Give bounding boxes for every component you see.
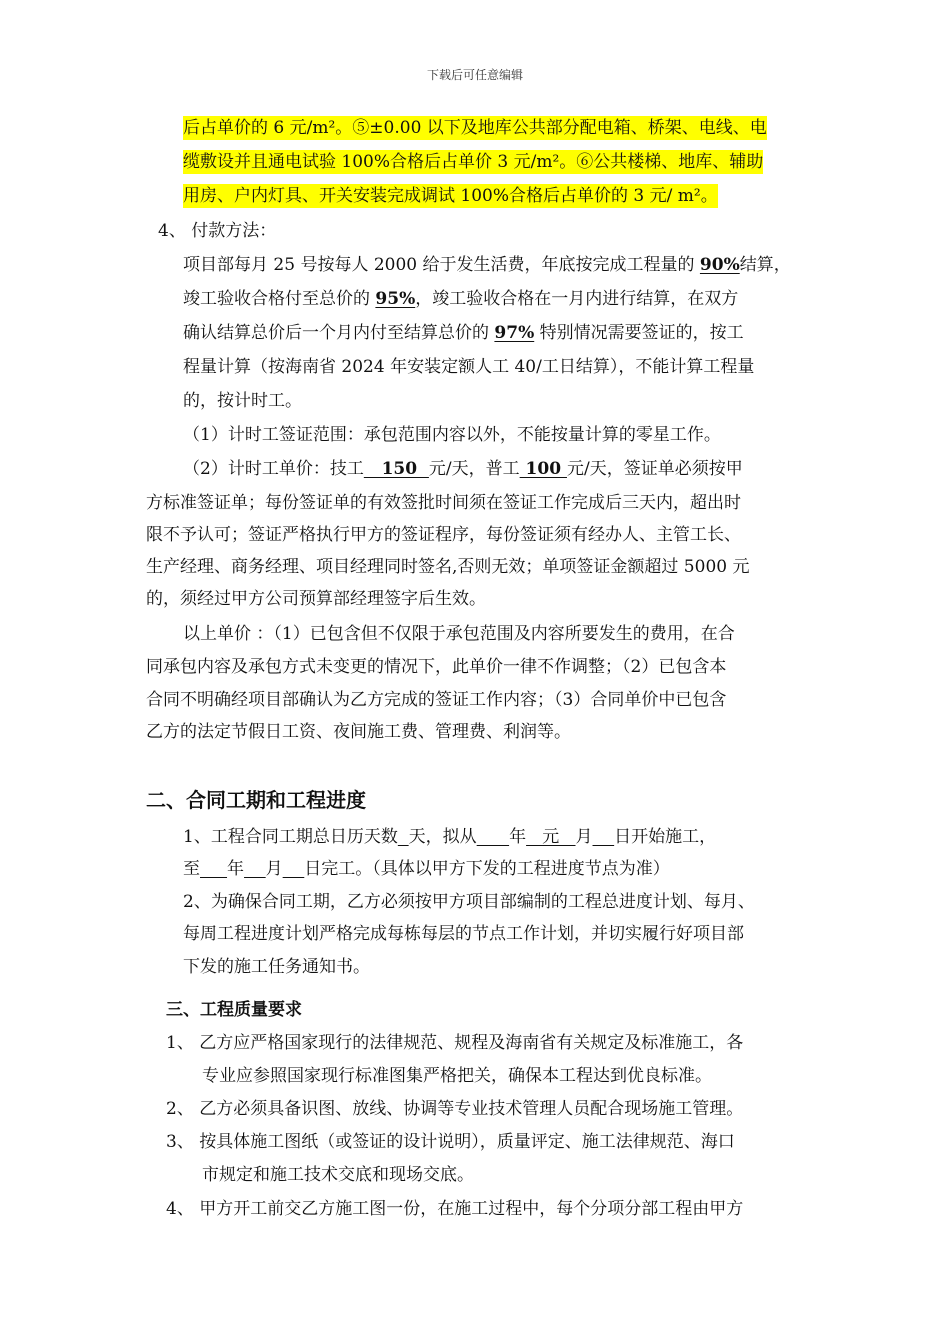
timework-price-line: 的，须经过甲方公司预算部经理签字后生效。	[146, 589, 486, 609]
text-run: 日开始施工，	[614, 827, 717, 847]
text-run: 元/天，签证单必须按甲	[566, 459, 743, 479]
quality-item-3: 3、 按具体施工图纸（或签证的设计说明），质量评定、施工法律规范、海口	[166, 1132, 735, 1152]
text-run: 天，拟从	[408, 827, 477, 847]
timework-price-line: 方标准签证单；每份签证单的有效签批时间须在签证工作完成后三天内，超出时	[146, 493, 741, 513]
schedule-item-2: 2、为确保合同工期，乙方必须按甲方项目部编制的工程总进度计划、每月、	[183, 892, 755, 912]
text-run: 结算，	[739, 255, 791, 275]
schedule-line	[183, 857, 670, 881]
text-run: 竣工验收合格付至总价的	[183, 289, 376, 309]
text-run: 年	[509, 827, 527, 847]
percent-97: 97%	[494, 323, 535, 343]
section-2-title: 二、合同工期和工程进度	[146, 788, 366, 812]
highlight-line-3: 用房、户内灯具、开关安装完成调试 100%合格后占单价的 3 元/ m²。	[183, 186, 718, 206]
percent-90: 90%	[699, 255, 740, 275]
text-run: 年	[227, 859, 245, 879]
text-run: （2）计时工单价：技工	[183, 459, 364, 479]
quality-item-1: 专业应参照国家现行标准图集严格把关，确保本工程达到优良标准。	[202, 1066, 712, 1086]
percent-95: 95%	[375, 289, 416, 309]
timework-price-line: 限不予认可；签证严格执行甲方的签证程序，每份签证须有经办人、主管工长、	[146, 525, 741, 545]
general-rate: 100	[519, 459, 567, 479]
payment-heading: 4、 付款方法：	[158, 221, 277, 241]
blank-year	[477, 827, 509, 847]
timework-price-line	[183, 457, 743, 481]
text-run: 项目部每月 25 号按每人 2000 给于发生活费，年底按完成工程量的	[183, 255, 700, 275]
blank-days	[398, 827, 409, 847]
payment-paragraph-line	[183, 287, 738, 311]
quality-item-2: 2、 乙方必须具备识图、放线、协调等专业技术管理人员配合现场施工管理。	[166, 1099, 744, 1119]
skilled-rate: 150	[363, 459, 429, 479]
page-header: 下载后可任意编辑	[426, 68, 523, 82]
timework-price-line: 生产经理、商务经理、项目经理同时签名,否则无效；单项签证金额超过 5000 元	[146, 557, 750, 577]
unit-price-line: 同承包内容及承包方式未变更的情况下，此单价一律不作调整；（2）已包含本	[146, 657, 727, 677]
blank-month: 元	[526, 827, 576, 847]
schedule-item-2: 每周工程进度计划严格完成每栋每层的节点工作计划，并切实履行好项目部	[183, 924, 744, 944]
payment-paragraph-line	[183, 321, 744, 345]
text-run: 月	[575, 827, 593, 847]
blank-day	[593, 827, 615, 847]
unit-price-line: 乙方的法定节假日工资、夜间施工费、管理费、利润等。	[146, 722, 571, 742]
payment-paragraph-line: 程量计算（按海南省 2024 年安装定额人工 40/工日结算），不能计算工程量	[183, 357, 755, 377]
text-run: 日完工。（具体以甲方下发的工程进度节点为准）	[304, 859, 670, 879]
blank-end-day	[283, 859, 305, 879]
text-run: ，竣工验收合格在一月内进行结算，在双方	[415, 289, 739, 309]
text-run: 确认结算总价后一个月内付至结算总价的	[183, 323, 495, 343]
section-3-title: 三、工程质量要求	[166, 1000, 302, 1020]
quality-item-4: 4、 甲方开工前交乙方施工图一份，在施工过程中，每个分项分部工程由甲方	[166, 1199, 744, 1219]
quality-item-1: 1、 乙方应严格国家现行的法律规范、规程及海南省有关规定及标准施工，各	[166, 1033, 744, 1053]
text-run: 至	[183, 859, 200, 879]
payment-paragraph-line: 的，按计时工。	[183, 391, 302, 411]
unit-price-line: 合同不明确经项目部确认为乙方完成的签证工作内容；（3）合同单价中已包含	[146, 690, 727, 710]
text-run: 月	[265, 859, 283, 879]
timework-scope: （1）计时工签证范围：承包范围内容以外，不能按量计算的零星工作。	[183, 425, 721, 445]
schedule-item-2: 下发的施工任务通知书。	[183, 957, 370, 977]
text-run: 特别情况需要签证的，按工	[534, 323, 744, 343]
highlight-line-2: 缆敷设并且通电试验 100%合格后占单价 3 元/m²。⑥公共楼梯、地库、辅助	[183, 152, 764, 172]
blank-end-year	[200, 859, 227, 879]
quality-item-3: 市规定和施工技术交底和现场交底。	[202, 1165, 474, 1185]
schedule-line	[183, 825, 716, 849]
payment-paragraph-line	[183, 253, 791, 277]
unit-price-line: 以上单价 ：（1）已包含但不仅限于承包范围及内容所要发生的费用，在合	[183, 624, 735, 644]
highlight-line-1: 后占单价的 6 元/m²。⑤±0.00 以下及地库公共部分配电箱、桥架、电线、电	[183, 118, 767, 138]
blank-end-month	[244, 859, 266, 879]
text-run: 1、工程合同工期总日历天数	[183, 827, 398, 847]
text-run: 元/天，普工	[428, 459, 520, 479]
